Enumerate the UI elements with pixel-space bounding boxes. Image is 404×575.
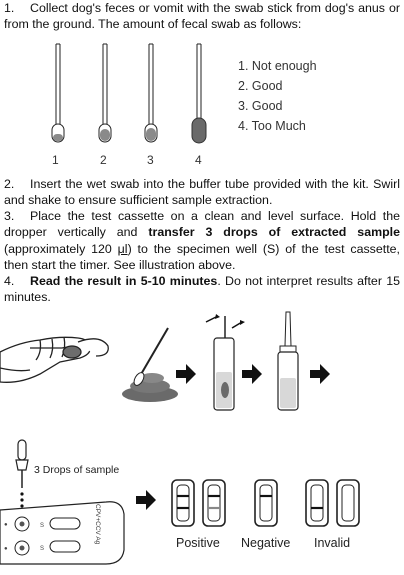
feces-pile-illustration — [122, 328, 178, 402]
step-3 — [4, 208, 400, 274]
step-3-text-c: ) to the specimen well (S) of the test cassette, then start the timer. See illustration above. — [4, 241, 400, 273]
step-3-text-b: (approximately 120 — [4, 241, 118, 256]
negative-result-strip — [255, 480, 277, 526]
drops-label: 3 Drops of sample — [34, 464, 120, 476]
results-illustration — [0, 440, 404, 575]
swab-number: 1 — [52, 153, 59, 167]
swab-4-too-much — [192, 44, 206, 143]
cassette-label: CPV+CCV Ag — [94, 504, 101, 545]
step-1-text: Collect dog's feces or vomit with the swab stick from dog's anus or from the ground. The amount of fecal swab as follows: — [4, 1, 400, 32]
step-3-bold: transfer 3 drops of extracted sample — [148, 225, 401, 240]
arrow-right-icon — [176, 364, 196, 384]
arrow-right-icon — [242, 364, 262, 384]
arrow-right-icon — [310, 364, 330, 384]
step-2 — [4, 176, 400, 209]
swab-number: 4 — [195, 153, 202, 167]
swab-legend-item: 1. Not enough — [238, 59, 317, 73]
result-label-invalid: Invalid — [314, 536, 351, 550]
step-4-bold: Read the result in 5-10 minutes — [30, 274, 218, 288]
svg-text:S: S — [40, 546, 45, 552]
result-label-negative: Negative — [241, 536, 291, 550]
swab-legend-item: 3. Good — [238, 99, 283, 113]
swab-2-good — [99, 44, 111, 142]
result-label-positive: Positive — [176, 536, 220, 550]
tube-with-swab-illustration — [206, 314, 245, 410]
svg-text:●: ● — [4, 546, 8, 552]
step-2-number: 2. — [4, 177, 15, 191]
procedure-illustration — [0, 312, 404, 422]
hand-collecting-sample-illustration — [0, 337, 108, 382]
swab-illustration — [0, 36, 404, 172]
invalid-result-strips — [306, 480, 359, 526]
step-3-text-a: Place the test cassette on a clean and level surface. Hold the dropper vertically and — [4, 209, 400, 240]
step-4-text: . Do not interpret results after 15 minutes. — [4, 274, 401, 305]
svg-text:●: ● — [4, 522, 8, 528]
step-3-unit: μl — [117, 241, 128, 256]
swab-legend-item: 2. Good — [238, 79, 283, 93]
dropper-illustration — [16, 440, 28, 508]
swab-number: 3 — [147, 153, 154, 167]
swab-1-not-enough — [52, 44, 64, 142]
swab-number: 2 — [100, 153, 107, 167]
step-3-number: 3. — [4, 209, 15, 223]
tube-with-dropper-illustration — [278, 312, 298, 410]
step-2-text: Insert the wet swab into the buffer tube provided with the kit. Swirl and shake to ensure sufficient sample extraction. — [4, 177, 400, 208]
swab-legend-item: 4. Too Much — [238, 119, 306, 133]
step-1 — [4, 0, 400, 33]
swab-3-good — [145, 44, 157, 142]
step-4 — [4, 273, 400, 306]
step-1-number: 1. — [4, 1, 15, 15]
svg-text:S: S — [40, 523, 45, 529]
step-4-number: 4. — [4, 274, 15, 288]
positive-result-strips — [172, 480, 225, 526]
test-cassette — [0, 502, 124, 564]
arrow-right-icon — [136, 490, 156, 510]
